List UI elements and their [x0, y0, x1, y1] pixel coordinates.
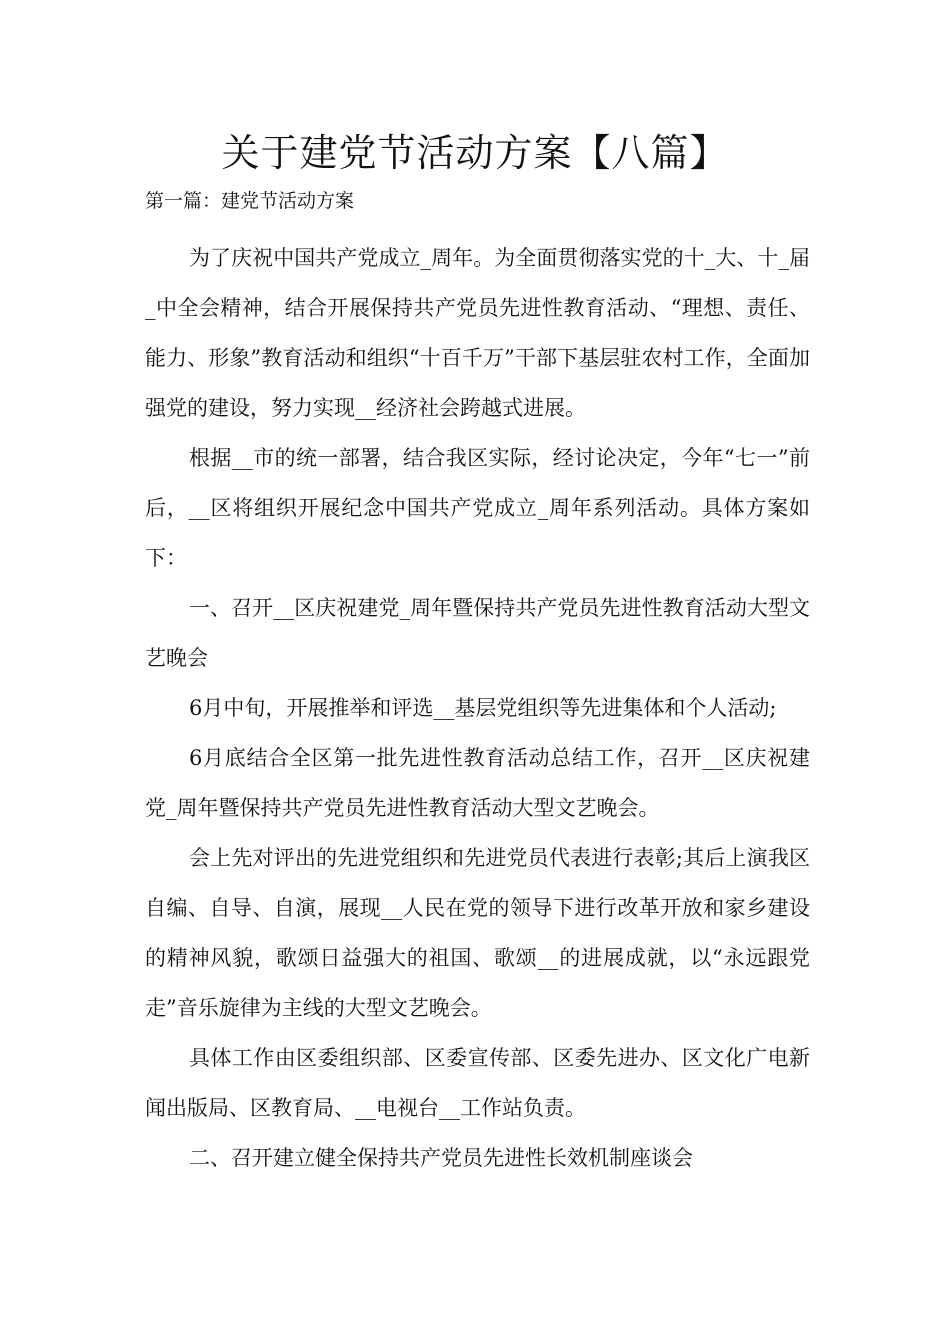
document-subtitle: 第一篇：建党节活动方案: [145, 190, 355, 212]
paragraph: 为了庆祝中国共产党成立_周年。为全面贯彻落实党的十_大、十_届_中全会精神，结合开展保持共产党员先进性教育活动、“理想、责任、能力、形象”教育活动和组织“十百千万”干部下基层驻农村工作，全面加强党的建设，努力实现__经济社会跨越式进展。: [145, 246, 810, 420]
paragraph: 6月中旬，开展推举和评选__基层党组织等先进集体和个人活动;: [189, 696, 777, 720]
paragraph: 会上先对评出的先进党组织和先进党员代表进行表彰;其后上演我区自编、自导、自演，展现__人民在党的领导下进行改革开放和家乡建设的精神风貌，歌颂日益强大的祖国、歌颂__的进展成就，以“永远跟党走”音乐旋律为主线的大型文艺晚会。: [145, 846, 810, 1020]
paragraph: 一、召开__区庆祝建党_周年暨保持共产党员先进性教育活动大型文艺晚会: [145, 596, 810, 670]
document-title: 关于建党节活动方案【八篇】: [221, 131, 729, 175]
paragraph: 具体工作由区委组织部、区委宣传部、区委先进办、区文化广电新闻出版局、区教育局、__电视台__工作站负责。: [145, 1046, 810, 1120]
paragraph: 6月底结合全区第一批先进性教育活动总结工作，召开__区庆祝建党_周年暨保持共产党员先进性教育活动大型文艺晚会。: [145, 746, 810, 820]
paragraph: 二、召开建立健全保持共产党员先进性长效机制座谈会: [189, 1146, 693, 1170]
paragraph: 根据__市的统一部署，结合我区实际，经讨论决定，今年“七一”前后，__区将组织开展纪念中国共产党成立_周年系列活动。具体方案如下：: [145, 446, 810, 570]
document-body: [145, 233, 810, 1183]
